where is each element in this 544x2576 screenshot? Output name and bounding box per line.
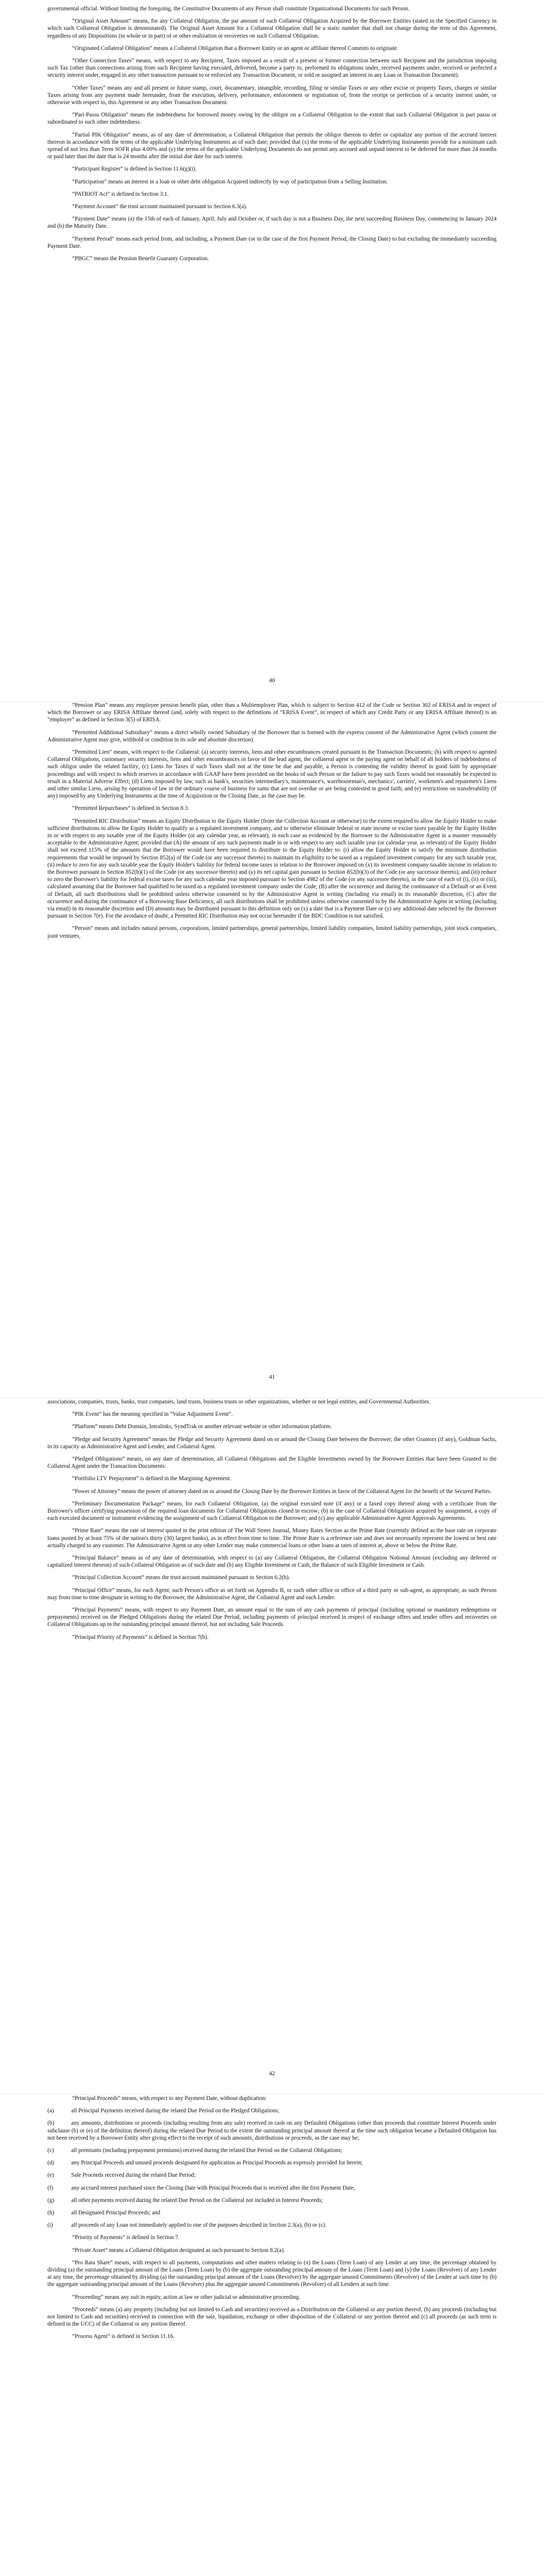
page-number: 42: [269, 2071, 275, 2077]
item-label: (i): [47, 2222, 53, 2229]
definition-paragraph: “Platform” means Debt Domain, Intralinks, SyndTrak or another relevant website or other information platform.: [72, 1423, 332, 1430]
page-body: [47, 2095, 497, 2576]
definition-paragraph: “Participation” means an interest in a loan or other debt obligation Acquired indirectly by way of participation from a Selling Institution.: [72, 178, 388, 185]
list-item: [47, 2184, 497, 2192]
page-43: [0, 2095, 544, 2576]
item-text: all Designated Principal Proceeds; and: [71, 2210, 160, 2216]
list-item: [47, 2120, 497, 2142]
item-label: (b): [47, 2120, 55, 2127]
item-label: (f): [47, 2184, 54, 2191]
page-40: [0, 5, 544, 702]
definition-paragraph: “Other Taxes” means any and all present or future stamp, court, documentary, intangible, recording, filing or similar Taxes or any other excise or property Taxes, charges or similar Taxes arising from any payment made hereunder, from the execution, delivery, performance, enforcement or registration of, from the receipt or perfection of a security interest under, or otherwise with respect to, this Agreement or any other Transaction Document.: [47, 84, 497, 106]
definition-paragraph: “Participant Register” is defined in Section 11.6(g)(i).: [72, 166, 197, 173]
page-number: 41: [269, 1374, 275, 1380]
definition-paragraph: “PATRIOT Act” is defined in Section 3.1.: [72, 191, 169, 197]
list-item: [47, 2197, 497, 2204]
definition-paragraph: “Pension Plan” means any employee pension benefit plan, other than a Multiemployer Plan, which is subject to Section 412 of the Code or Section 302 of ERISA and in respect of which the Borrower or any ERISA Affiliate thereof (and, solely with respect to the definitions of “ERISA Event”, in respect of which any Credit Party or any ERISA Affiliate thereof) is an “employer” as defined in Section 3(5) of ERISA.: [47, 702, 497, 723]
definition-paragraph: “Permitted Additional Subsidiary” means a direct wholly owned Subsidiary of the Borrower that is formed with the express consent of the Administrative Agent (which consent the Administrative Agent may give, withhold or condition in its sole and absolute discretion).: [47, 729, 497, 743]
definition-paragraph: “Pari-Passu Obligation” means the indebtedness for borrowed money owing by the obligor on a Collateral Obligation to the extent that such Collateral Obligation is pari passu or subordinated to such other indebtedness.: [47, 112, 497, 126]
definition-paragraph: “Other Connection Taxes” means, with respect to any Recipient, Taxes imposed as a result of a present or former connection between such Recipient and the jurisdiction imposing such Tax (other than connections arising from such Recipient having executed, delivered, become a party to, performed its obligations under, received payments under, received or perfected a security interest under, engaged in any other transaction pursuant to or enforced any Transaction Document, or sold or assigned an interest in any Loan or Transaction Document).: [47, 58, 497, 79]
item-label: (c): [47, 2147, 54, 2154]
definition-paragraph: “Power of Attorney” means the power of attorney dated on or around the Closing Date by the Borrower Entities in favor of the Collateral Agent for the benefit of the Secured Parties.: [72, 1488, 492, 1495]
definition-paragraph: “Principal Office” means, for each Agent, such Person's office as set forth on Appendix B, or such other office or office of a third party or sub-agent, as appropriate, as such Person may from time to time designate in writing to the Borrower, the Administrative Agent, the Collateral Agent and each Lender.: [47, 1587, 497, 1601]
page-41: [0, 702, 544, 1398]
definition-paragraph: “Proceeds” means (a) any property (including but not limited to Cash and securities) received as a Distribution on the Collateral or any portion thereof, (b) any proceeds (including but not limited to Cash and securities) received in connection with the sale, liquidation, exchange or other disposition of the Collateral or any portion thereof and (c) all proceeds (as such term is defined in the UCC) of the Collateral or any portion thereof.: [47, 2306, 497, 2328]
item-text: all other payments received during the related Due Period on the Collateral not included in Interest Proceeds;: [71, 2197, 323, 2204]
list-item: [47, 2222, 497, 2229]
list-item: [47, 2159, 497, 2166]
definition-paragraph: “Permitted Lien” means, with respect to the Collateral: (a) security interests, liens and other encumbrances created pursuant to the Transaction Documents; (b) with respect to agented Collateral Obligations, customary security interests, liens and other encumbrances in favor of the lead agent, the collateral agent or the paying agent on behalf of all holders of indebtedness of such obligor under the related facility; (c) Liens for Taxes if such Taxes shall not at the time be due and payable, a Person is contesting the validity thereof in good faith by appropriate proceedings and with respect to which reserves in accordance with GAAP have been provided on the books of such Person or the failure to pay such Taxes would not reasonably be expected to result in a Material Adverse Effect; (d) Liens imposed by law, such as bank's, securities intermediary's, maintenance's, warehouseman's, mechanics', carriers', workmen's and repairmen's Liens and other similar Liens, arising by operation of law in the ordinary course of business for sums that are not overdue or are being contested in good faith; and (e) restrictions on transferability (if any) imposed by any Underlying Instruments at the time of Acquisition or the Closing Date, as the case may be.: [47, 749, 497, 800]
page-body: [47, 702, 497, 1356]
definition-paragraph: “Payment Account” the trust account maintained pursuant to Section 6.3(a).: [72, 204, 248, 210]
item-text: all proceeds of any Loan not immediately applied to one of the purposes described in Section 2.3(a), (b) or (c).: [71, 2222, 327, 2229]
item-label: (a): [47, 2108, 54, 2114]
item-label: (h): [47, 2210, 55, 2216]
page-number: 40: [269, 677, 275, 684]
definition-paragraph: “Preliminary Documentation Package” means, for each Collateral Obligation, (a) the original executed note (if any) or a faxed copy thereof along with a certificate from the Borrower's officer certifying possession of the required loan documents for Collateral Obligations closed in escrow; (b) in the case of Collateral Obligations acquired by assignment, a copy of each executed document or instrument evidencing the assignment of such Collateral Obligation to the Borrower; and (c) any applicable Administrative Agent Approvals Agreements.: [47, 1500, 497, 1522]
item-text: any Principal Proceeds and unused proceeds designated for application as Principal Proceeds as expressly provided for herein;: [71, 2160, 363, 2166]
definition-paragraph: “Principal Payments” means, with respect to any Payment Date, an amount equal to the sum of any cash payments of principal (including optional or mandatory redemptions or prepayments) received on the Pledged Obligations during the related Due Period, including payments of principal received in respect of exchange offers and tender offers and recoveries on Collateral Obligations up to the outstanding principal amount thereof, but not including Sale Proceeds.: [47, 1607, 497, 1628]
list-item: [47, 2172, 497, 2179]
definition-paragraph: “Permitted RIC Distribution” means an Equity Distribution to the Equity Holder (from the Collection Account or otherwise) to the extent required to allow the Equity Holder to make sufficient distributions to allow the Equity Holder to qualify as a regulated investment company, and to otherwise eliminate federal or state income or excise taxes payable by the Equity Holder in or with respect to any taxable year of the Equity Holder (or any calendar year, as relevant), in each case as evidenced by the Borrower to the Administrative Agent in a manner reasonably acceptable to the Administrative Agent; provided that (A) the amount of any such payments made in or with respect to any such taxable year (or calendar year, as relevant) of the Equity Holder shall not exceed 115% of the amounts that the Borrower would have been required to distribute to the Equity Holder to: (i) allow the Equity Holder to satisfy the minimum distribution requirements that would be imposed by Section 852(a) of the Code (or any successor thereto) to maintain its eligibility to be taxed as a regulated investment company for any such taxable year, (ii) reduce to zero for any such taxable year the Equity Holder's liability for federal income taxes in relation to the Borrower imposed on (x) its investment company taxable income in relation to the Borrower pursuant to Section 852(b)(1) of the Code (or any successor thereto) and (y) its net capital gain pursuant to Section 852(b)(3) of the Code (or any successor thereto), and (iii) reduce to zero the Borrower's liability for federal excise taxes for any such calendar year imposed pursuant to Section 4982 of the Code (or any successor thereto), in the case of each of (i), (ii) or (iii), calculated assuming that the Borrower had qualified to be taxed as a regulated investment company under the Code, (B) after the occurrence and during the continuance of a Default or an Event of Default, all such distributions shall be prohibited unless otherwise consented to by the Administrative Agent in writing (including via email) in its reasonable discretion, (C) after the occurrence and during the continuance of a Borrowing Base Deficiency, all such distributions shall be prohibited unless otherwise consented to by the Administrative Agent in writing (including via email) in its reasonable discretion and (D) amounts may be distributed pursuant to this definition only on (x) a date that is a Payment Date or (y) any additional date selected by the Borrower pursuant to Section 7(e). For the avoidance of doubt, a Permitted RIC Distribution may not occur hereunder if the BDC Condition is not satisfied.: [47, 818, 497, 920]
item-text: any accrued interest purchased since the Closing Date with Principal Proceeds that is received after the first Payment Date;: [71, 2184, 355, 2191]
definition-paragraph: “Process Agent” is defined in Section 11.16.: [72, 2333, 175, 2340]
item-text: all Principal Payments received during the related Due Period on the Pledged Obligations;: [71, 2108, 279, 2114]
definition-paragraph: “Private Asset” means a Collateral Obligation designated as such pursuant to Section 8.2(a).: [72, 2247, 285, 2253]
list-item: [47, 2107, 497, 2114]
page-body: [47, 5, 497, 659]
definition-paragraph: “Principal Proceeds” means, with respect to any Payment Date, without duplication:: [72, 2095, 267, 2102]
page-body: [47, 1398, 497, 2053]
item-label: (g): [47, 2197, 55, 2204]
definition-paragraph: “Principal Balance” means as of any date of determination, with respect to (a) any Collateral Obligation, the Collateral Obligation Notional Amount (excluding any deferred or capitalized interest thereon) of such Collateral Obligation as of such date and (b) any Eligible Investment or Cash, the Balance of such Eligible Investment or Cash.: [47, 1555, 497, 1569]
definition-paragraph: “Principal Priority of Payments” is defined in Section 7(b).: [72, 1634, 209, 1640]
definition-paragraph: “Pledged Obligations” means, on any date of determination, all Collateral Obligations and the Eligible Investments owned by the Borrower Entities that have been Granted to the Collateral Agent under the Transaction Documents.: [47, 1456, 497, 1470]
definition-paragraph: “Partial PIK Obligation” means, as of any date of determination, a Collateral Obligation that permits the obligor thereon to defer or capitalize any portion of the accrued interest thereon in accordance with the terms of the applicable Underlying Instruments as of such date; provided that (x) the terms of the applicable Underlying Instruments provide for a minimum cash spread of not less than Term SOFR plus 4.00% and (y) the terms of the applicable Underlying Documents do not permit any accrued and unpaid interest to be deferred for more than 24 months or paid later than the date that is 24 months after the initial due date for such interest.: [47, 131, 497, 160]
item-label: (e): [47, 2172, 54, 2179]
definition-paragraph: “Principal Collection Account” means the trust account maintained pursuant to Section 6.2(b).: [72, 1574, 290, 1581]
definition-paragraph: “Pledge and Security Agreement” means the Pledge and Security Agreement dated on or around the Closing Date between the Borrower, the other Grantors (if any), Goldman Sachs, in its capacity as Administrative Agent and Lender, and Collateral Agent.: [47, 1436, 497, 1450]
definition-paragraph: “Originated Collateral Obligation” means a Collateral Obligation that a Borrower Entity or an agent or affiliate thereof Commits to originate.: [72, 45, 399, 52]
definition-paragraph: “Priority of Payments” is defined in Section 7.: [72, 2234, 180, 2241]
definition-paragraph: “Pro Rata Share” means, with respect to all payments, computations and other matters relating to (x) the Loans (Term Loan) of any Lender at any time, the percentage obtained by dividing (a) the outstanding principal amount of the Loans (Term Loan) by (b) the aggregate outstanding principal amount of the Loans (Term Loan) and (y) the Loans (Revolver) of any Lender at any time, the percentage obtained by dividing (a) the outstanding principal amount of the Loans (Revolver) by the aggregate unused Commitments (Revolver) of the Lender at such time by (b) the aggregate outstanding principal amount of the Loans (Revolver) plus the aggregate unused Commitments (Revolver) of all Lenders at such time.: [47, 2259, 497, 2288]
page-42: [0, 1398, 544, 2095]
item-text: Sale Proceeds received during the related Due Period;: [71, 2172, 196, 2179]
paragraph: governmental official. Without limiting the foregoing, the Constitutive Documents of any Person shall constitute Organizational Documents for such Person.: [47, 6, 410, 12]
definition-paragraph: “PBGC” means the Pension Benefit Guaranty Corporation.: [72, 256, 209, 262]
list-item: [47, 2147, 497, 2154]
definition-paragraph: “Proceeding” means any suit in equity, action at law or other judicial or administrative proceeding.: [72, 2294, 301, 2300]
definition-paragraph: “Original Asset Amount” means, for any Collateral Obligation, the par amount of such Collateral Obligation Acquired by the Borrower Entities (stated in the Specified Currency in which such Collateral Obligation is denominated). The Original Asset Amount for a Collateral Obligation shall be a static number that shall not change during the term of this Agreement, regardless of any Dispositions (in whole or in part) of or other realization or recoveries on such Collateral Obligation.: [47, 18, 497, 39]
definition-paragraph: “Payment Date” means (a) the 15th of each of January, April, July and October or, if such day is not a Business Day, the next succeeding Business Day, commencing in January 2024 and (b) the Maturity Date.: [47, 216, 497, 230]
definition-paragraph: “Portfolio LTV Prepayment” is defined in the Margining Agreement.: [72, 1476, 232, 1482]
definition-paragraph: “Permitted Repurchases” is defined in Section 8.3.: [72, 805, 189, 812]
definition-paragraph: “Payment Period” means each period from, and including, a Payment Date (or in the case of the first Payment Period, the Closing Date) to but excluding the immediately succeeding Payment Date.: [47, 235, 497, 249]
definition-paragraph: “Prime Rate” means the rate of interest quoted in the print edition of The Wall Street Journal, Money Rates Section as the Prime Rate (currently defined as the base rate on corporate loans posted by at least 75% of the nation's thirty (30) largest banks), as in effect from time to time. The Prime Rate is a reference rate and does not necessarily represent the lowest or best rate actually charged to any customer. The Administrative Agent or any other Lender may make commercial loans or other loans at rates of interest at, above or below the Prime Rate.: [47, 1528, 497, 1549]
definition-paragraph: “Person” means and includes natural persons, corporations, limited partnerships, general partnerships, limited liability companies, limited liability partnerships, joint stock companies, joint ventures,: [47, 925, 497, 939]
list-item: [47, 2209, 497, 2216]
item-text: any amounts, distributions or proceeds (including resulting from any sale) received in cash on any Defaulted Obligations (other than proceeds that constitute Interest Proceeds under subclause (b) or (e) of the definition thereof) during the related Due Period to the extent the outstanding principal amount thereof at the time such obligation became a Defaulted Obligation has not been received by a Borrower Entity after giving effect to the receipt of such amounts, distributions or proceeds, as the case may be;: [47, 2120, 497, 2141]
definition-paragraph: “PIK Event” has the meaning specified in “Value Adjustment Event”.: [72, 1411, 233, 1418]
paragraph: associations, companies, trusts, banks, trust companies, land trusts, business trusts or other organizations, whether or not legal entities, and Governmental Authorities.: [47, 1399, 431, 1405]
item-text: all premiums (including prepayment premiums) received during the related Due Period on the Collateral Obligations;: [71, 2147, 342, 2154]
item-label: (d): [47, 2160, 55, 2166]
